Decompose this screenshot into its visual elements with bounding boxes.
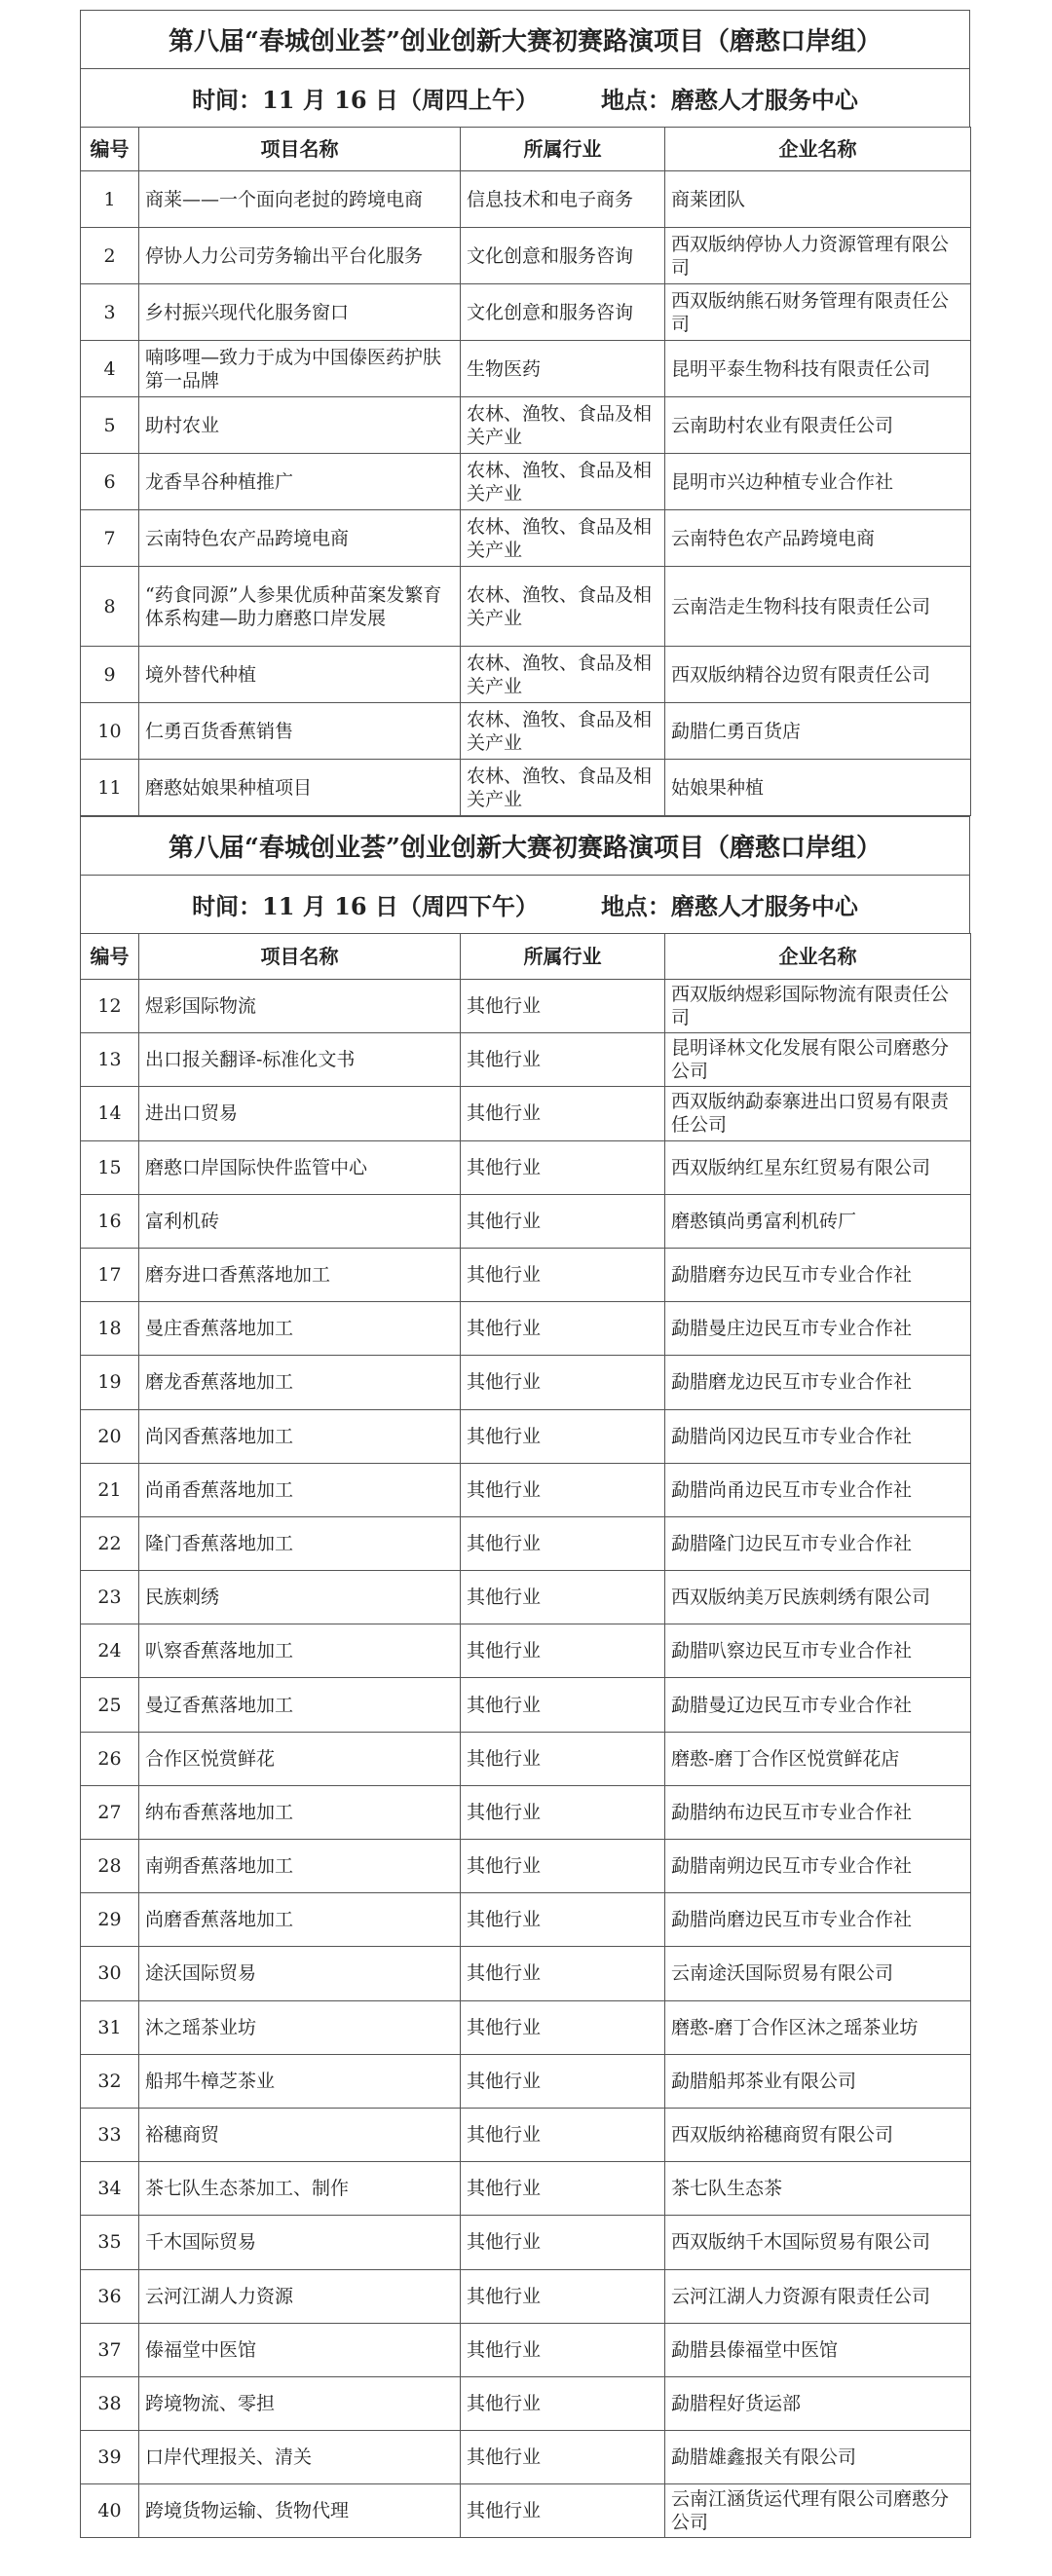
cell-industry: 其他行业 (461, 1409, 665, 1463)
cell-company: 云南浩走生物科技有限责任公司 (665, 567, 971, 647)
cell-project: 煜彩国际物流 (139, 980, 461, 1033)
cell-project: 磨憨口岸国际快件监管中心 (139, 1140, 461, 1194)
section-afternoon (80, 816, 970, 2538)
cell-industry: 农林、渔牧、食品及相关产业 (461, 510, 665, 567)
cell-industry: 其他行业 (461, 1893, 665, 1947)
cell-company: 勐腊县傣福堂中医馆 (665, 2323, 971, 2376)
table-row (81, 2108, 971, 2161)
cell-project: 傣福堂中医馆 (139, 2323, 461, 2376)
table-row (81, 703, 971, 760)
cell-project: 民族刺绣 (139, 1571, 461, 1624)
table-row (81, 1947, 971, 2000)
cell-project: 磨夯进口香蕉落地加工 (139, 1248, 461, 1301)
cell-project: 途沃国际贸易 (139, 1947, 461, 2000)
cell-project: 云河江湖人力资源 (139, 2269, 461, 2323)
table-row (81, 2162, 971, 2216)
cell-project: 口岸代理报关、清关 (139, 2431, 461, 2484)
table-row (81, 2269, 971, 2323)
cell-number: 16 (81, 1194, 139, 1248)
cell-project: 出口报关翻译-标准化文书 (139, 1033, 461, 1087)
cell-company: 勐腊纳布边民互市专业合作社 (665, 1785, 971, 1839)
table-row (81, 1571, 971, 1624)
header-project: 项目名称 (139, 934, 461, 980)
header-number: 编号 (81, 128, 139, 171)
cell-project: 纳布香蕉落地加工 (139, 1785, 461, 1839)
header-number: 编号 (81, 934, 139, 980)
cell-number: 27 (81, 1785, 139, 1839)
table-row (81, 1624, 971, 1678)
table-row (81, 284, 971, 341)
cell-number: 39 (81, 2431, 139, 2484)
cell-industry: 其他行业 (461, 1947, 665, 2000)
cell-company: 勐腊叭察边民互市专业合作社 (665, 1624, 971, 1678)
cell-number: 31 (81, 2000, 139, 2054)
cell-company: 勐腊曼辽边民互市专业合作社 (665, 1678, 971, 1732)
cell-company: 勐腊程好货运部 (665, 2376, 971, 2430)
cell-project: 停协人力公司劳务输出平台化服务 (139, 228, 461, 284)
section-title: 第八届“春城创业荟”创业创新大赛初赛路演项目（磨憨口岸组） (80, 816, 970, 875)
cell-number: 6 (81, 454, 139, 510)
cell-project: 曼辽香蕉落地加工 (139, 1678, 461, 1732)
cell-project: 云南特色农产品跨境电商 (139, 510, 461, 567)
table-header-row (81, 128, 971, 171)
cell-number: 4 (81, 341, 139, 397)
cell-project: 龙香旱谷种植推广 (139, 454, 461, 510)
cell-number: 22 (81, 1516, 139, 1570)
header-company: 企业名称 (665, 934, 971, 980)
cell-project: 船邦牛樟芝茶业 (139, 2054, 461, 2108)
cell-project: 商莱——一个面向老挝的跨境电商 (139, 171, 461, 228)
table-row (81, 171, 971, 228)
cell-industry: 农林、渔牧、食品及相关产业 (461, 397, 665, 454)
table-row (81, 647, 971, 703)
cell-company: 西双版纳千木国际贸易有限公司 (665, 2216, 971, 2269)
cell-industry: 其他行业 (461, 1624, 665, 1678)
cell-project: 沐之瑶茶业坊 (139, 2000, 461, 2054)
cell-industry: 信息技术和电子商务 (461, 171, 665, 228)
cell-company: 勐腊隆门边民互市专业合作社 (665, 1516, 971, 1570)
cell-industry: 其他行业 (461, 2323, 665, 2376)
cell-number: 11 (81, 760, 139, 816)
cell-company: 勐腊雄鑫报关有限公司 (665, 2431, 971, 2484)
cell-industry: 其他行业 (461, 1302, 665, 1356)
table-row (81, 2431, 971, 2484)
cell-number: 8 (81, 567, 139, 647)
table-row (81, 341, 971, 397)
table-row (81, 2216, 971, 2269)
cell-industry: 农林、渔牧、食品及相关产业 (461, 703, 665, 760)
cell-company: 西双版纳停协人力资源管理有限公司 (665, 228, 971, 284)
cell-project: 仁勇百货香蕉销售 (139, 703, 461, 760)
table-row (81, 1463, 971, 1516)
cell-company: 勐腊尚甬边民互市专业合作社 (665, 1463, 971, 1516)
table-row (81, 2484, 971, 2538)
cell-industry: 其他行业 (461, 1678, 665, 1732)
cell-project: 磨憨姑娘果种植项目 (139, 760, 461, 816)
cell-company: 西双版纳精谷边贸有限责任公司 (665, 647, 971, 703)
cell-company: 昆明平泰生物科技有限责任公司 (665, 341, 971, 397)
table-row (81, 1087, 971, 1140)
cell-company: 磨憨-磨丁合作区悦赏鲜花店 (665, 1732, 971, 1785)
cell-project: “药食同源”人参果优质种苗案发繁育体系构建—助力磨憨口岸发展 (139, 567, 461, 647)
cell-number: 25 (81, 1678, 139, 1732)
cell-industry: 文化创意和服务咨询 (461, 228, 665, 284)
table-row (81, 1194, 971, 1248)
cell-project: 境外替代种植 (139, 647, 461, 703)
cell-company: 勐腊仁勇百货店 (665, 703, 971, 760)
cell-number: 5 (81, 397, 139, 454)
cell-industry: 其他行业 (461, 2054, 665, 2108)
cell-industry: 其他行业 (461, 1087, 665, 1140)
cell-project: 跨境货物运输、货物代理 (139, 2484, 461, 2538)
cell-industry: 文化创意和服务咨询 (461, 284, 665, 341)
cell-industry: 其他行业 (461, 1463, 665, 1516)
cell-number: 17 (81, 1248, 139, 1301)
cell-industry: 其他行业 (461, 1840, 665, 1893)
cell-number: 21 (81, 1463, 139, 1516)
table-row (81, 1678, 971, 1732)
cell-project: 磨龙香蕉落地加工 (139, 1356, 461, 1409)
cell-project: 助村农业 (139, 397, 461, 454)
cell-industry: 其他行业 (461, 1140, 665, 1194)
cell-company: 云南途沃国际贸易有限公司 (665, 1947, 971, 2000)
cell-project: 合作区悦赏鲜花 (139, 1732, 461, 1785)
cell-number: 34 (81, 2162, 139, 2216)
cell-industry: 其他行业 (461, 1194, 665, 1248)
cell-number: 1 (81, 171, 139, 228)
table-row (81, 980, 971, 1033)
cell-industry: 农林、渔牧、食品及相关产业 (461, 567, 665, 647)
table-row (81, 567, 971, 647)
cell-number: 33 (81, 2108, 139, 2161)
time-label: 时间：11 月 16 日（周四上午） (192, 86, 539, 114)
table-row (81, 454, 971, 510)
header-project: 项目名称 (139, 128, 461, 171)
cell-project: 曼庄香蕉落地加工 (139, 1302, 461, 1356)
cell-company: 磨憨镇尚勇富利机砖厂 (665, 1194, 971, 1248)
cell-company: 云南江涵货运代理有限公司磨憨分公司 (665, 2484, 971, 2538)
cell-company: 西双版纳裕穗商贸有限公司 (665, 2108, 971, 2161)
table-row (81, 1893, 971, 1947)
table-row (81, 1302, 971, 1356)
cell-company: 昆明市兴边种植专业合作社 (665, 454, 971, 510)
cell-number: 26 (81, 1732, 139, 1785)
cell-project: 裕穗商贸 (139, 2108, 461, 2161)
table-row (81, 1785, 971, 1839)
header-industry: 所属行业 (461, 128, 665, 171)
cell-number: 14 (81, 1087, 139, 1140)
table-row (81, 1840, 971, 1893)
cell-project: 南朔香蕉落地加工 (139, 1840, 461, 1893)
table-row (81, 1732, 971, 1785)
cell-industry: 其他行业 (461, 2484, 665, 2538)
table-row (81, 2054, 971, 2108)
cell-company: 西双版纳红星东红贸易有限公司 (665, 1140, 971, 1194)
location-label: 地点：磨憨人才服务中心 (600, 892, 858, 920)
cell-company: 云南助村农业有限责任公司 (665, 397, 971, 454)
cell-number: 13 (81, 1033, 139, 1087)
cell-industry: 其他行业 (461, 2269, 665, 2323)
cell-industry: 其他行业 (461, 2376, 665, 2430)
cell-industry: 其他行业 (461, 980, 665, 1033)
cell-number: 3 (81, 284, 139, 341)
cell-number: 2 (81, 228, 139, 284)
cell-number: 35 (81, 2216, 139, 2269)
cell-number: 29 (81, 1893, 139, 1947)
cell-number: 24 (81, 1624, 139, 1678)
header-industry: 所属行业 (461, 934, 665, 980)
section-morning (80, 10, 970, 816)
cell-company: 勐腊尚冈边民互市专业合作社 (665, 1409, 971, 1463)
table-row (81, 1248, 971, 1301)
time-label: 时间：11 月 16 日（周四下午） (192, 892, 539, 920)
cell-industry: 其他行业 (461, 2216, 665, 2269)
cell-industry: 其他行业 (461, 1785, 665, 1839)
cell-number: 10 (81, 703, 139, 760)
cell-company: 勐腊尚磨边民互市专业合作社 (665, 1893, 971, 1947)
cell-number: 7 (81, 510, 139, 567)
cell-industry: 其他行业 (461, 1033, 665, 1087)
cell-company: 姑娘果种植 (665, 760, 971, 816)
cell-number: 28 (81, 1840, 139, 1893)
cell-project: 叭察香蕉落地加工 (139, 1624, 461, 1678)
cell-industry: 其他行业 (461, 1516, 665, 1570)
cell-company: 云河江湖人力资源有限责任公司 (665, 2269, 971, 2323)
cell-project: 隆门香蕉落地加工 (139, 1516, 461, 1570)
table-row (81, 2000, 971, 2054)
cell-company: 西双版纳勐泰寨进出口贸易有限责任公司 (665, 1087, 971, 1140)
table-row (81, 2376, 971, 2430)
header-company: 企业名称 (665, 128, 971, 171)
projects-table (80, 127, 971, 816)
cell-project: 茶七队生态茶加工、制作 (139, 2162, 461, 2216)
cell-project: 千木国际贸易 (139, 2216, 461, 2269)
cell-industry: 其他行业 (461, 1356, 665, 1409)
cell-number: 40 (81, 2484, 139, 2538)
table-row (81, 1409, 971, 1463)
cell-number: 30 (81, 1947, 139, 2000)
cell-project: 喃哆哩—致力于成为中国傣医药护肤第一品牌 (139, 341, 461, 397)
cell-industry: 农林、渔牧、食品及相关产业 (461, 454, 665, 510)
cell-industry: 其他行业 (461, 1732, 665, 1785)
cell-company: 商莱团队 (665, 171, 971, 228)
cell-industry: 其他行业 (461, 1248, 665, 1301)
cell-company: 勐腊曼庄边民互市专业合作社 (665, 1302, 971, 1356)
cell-project: 跨境物流、零担 (139, 2376, 461, 2430)
cell-number: 19 (81, 1356, 139, 1409)
table-row (81, 510, 971, 567)
cell-number: 32 (81, 2054, 139, 2108)
table-header-row (81, 934, 971, 980)
cell-number: 23 (81, 1571, 139, 1624)
cell-number: 18 (81, 1302, 139, 1356)
cell-project: 尚甬香蕉落地加工 (139, 1463, 461, 1516)
cell-company: 勐腊船邦茶业有限公司 (665, 2054, 971, 2108)
cell-project: 富利机砖 (139, 1194, 461, 1248)
table-row (81, 760, 971, 816)
cell-number: 37 (81, 2323, 139, 2376)
cell-industry: 农林、渔牧、食品及相关产业 (461, 760, 665, 816)
cell-industry: 其他行业 (461, 2162, 665, 2216)
section-title: 第八届“春城创业荟”创业创新大赛初赛路演项目（磨憨口岸组） (80, 10, 970, 68)
cell-number: 36 (81, 2269, 139, 2323)
cell-company: 磨憨-磨丁合作区沐之瑶茶业坊 (665, 2000, 971, 2054)
cell-project: 尚磨香蕉落地加工 (139, 1893, 461, 1947)
cell-company: 西双版纳熊石财务管理有限责任公司 (665, 284, 971, 341)
table-row (81, 1033, 971, 1087)
schedule-info (80, 68, 970, 127)
cell-number: 20 (81, 1409, 139, 1463)
cell-industry: 生物医药 (461, 341, 665, 397)
cell-industry: 其他行业 (461, 2000, 665, 2054)
cell-company: 茶七队生态茶 (665, 2162, 971, 2216)
cell-industry: 其他行业 (461, 2108, 665, 2161)
cell-number: 12 (81, 980, 139, 1033)
cell-industry: 其他行业 (461, 2431, 665, 2484)
location-label: 地点：磨憨人才服务中心 (600, 86, 858, 114)
cell-company: 西双版纳煜彩国际物流有限责任公司 (665, 980, 971, 1033)
cell-company: 勐腊南朔边民互市专业合作社 (665, 1840, 971, 1893)
cell-company: 昆明译林文化发展有限公司磨憨分公司 (665, 1033, 971, 1087)
table-row (81, 1516, 971, 1570)
cell-company: 勐腊磨夯边民互市专业合作社 (665, 1248, 971, 1301)
cell-company: 勐腊磨龙边民互市专业合作社 (665, 1356, 971, 1409)
cell-company: 西双版纳美万民族刺绣有限公司 (665, 1571, 971, 1624)
table-row (81, 228, 971, 284)
cell-number: 9 (81, 647, 139, 703)
cell-number: 15 (81, 1140, 139, 1194)
cell-project: 乡村振兴现代化服务窗口 (139, 284, 461, 341)
projects-table (80, 933, 971, 2538)
cell-project: 进出口贸易 (139, 1087, 461, 1140)
cell-industry: 其他行业 (461, 1571, 665, 1624)
table-row (81, 397, 971, 454)
table-row (81, 1356, 971, 1409)
cell-industry: 农林、渔牧、食品及相关产业 (461, 647, 665, 703)
cell-company: 云南特色农产品跨境电商 (665, 510, 971, 567)
schedule-info (80, 875, 970, 933)
cell-number: 38 (81, 2376, 139, 2430)
table-row (81, 1140, 971, 1194)
table-row (81, 2323, 971, 2376)
cell-project: 尚冈香蕉落地加工 (139, 1409, 461, 1463)
